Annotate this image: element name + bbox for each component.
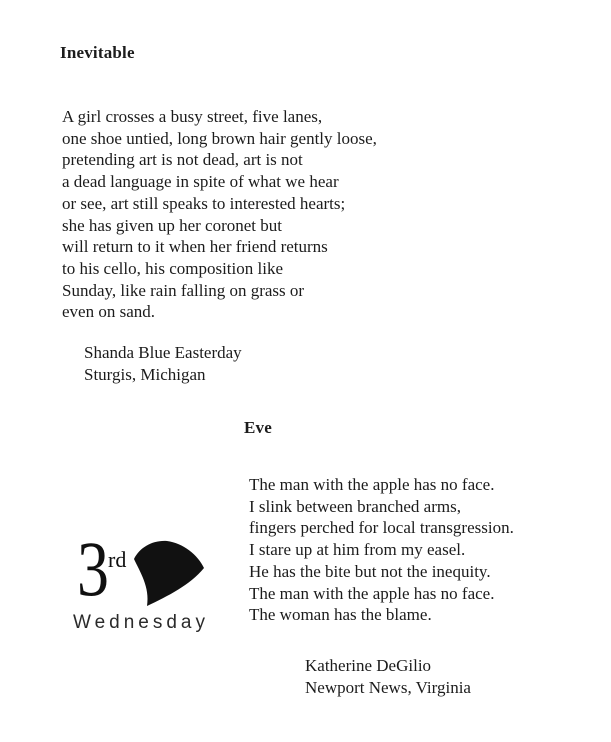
poem-line: The man with the apple has no face.: [249, 475, 495, 494]
author-name: Katherine DeGilio: [305, 656, 432, 675]
poem-line: she has given up her coronet but: [62, 215, 282, 235]
poem-body-eve: [249, 474, 514, 626]
poem-body-inevitable: [62, 106, 377, 323]
poem-line: even on sand.: [62, 302, 156, 322]
poem-line: to his cello, his composition like: [62, 258, 283, 278]
poem-attribution-inevitable: [84, 342, 242, 386]
poem-line: will return to it when her friend returns: [62, 237, 328, 257]
poem-title-eve: Eve: [244, 418, 272, 437]
poem-line: fingers perched for local transgression.: [249, 518, 514, 538]
logo-ordinal-rd: rd: [108, 547, 127, 572]
poem-line: pretending art is not dead, art is not: [62, 150, 303, 170]
poem-line: or see, art still speaks to interested hearts;: [62, 193, 346, 213]
poem-line: The woman has the blame.: [249, 605, 432, 625]
poem-line: a dead language in spite of what we hear: [62, 172, 339, 192]
poem-line: A girl crosses a busy street, five lanes,: [62, 107, 323, 126]
author-location: Sturgis, Michigan: [84, 365, 206, 384]
poem-title-inevitable: Inevitable: [60, 43, 135, 62]
logo-fin-icon: [127, 539, 205, 607]
author-name: Shanda Blue Easterday: [84, 343, 242, 362]
poem-line: I slink between branched arms,: [249, 496, 461, 516]
poem-attribution-eve: [305, 655, 471, 699]
logo-numeral-3: 3: [77, 525, 109, 612]
poem-line: I stare up at him from my easel.: [249, 540, 466, 560]
poem-line: The man with the apple has no face.: [249, 583, 495, 603]
logo-wordmark-wednesday: Wednesday: [73, 612, 209, 633]
poem-line: one shoe untied, long brown hair gently loose,: [62, 128, 377, 148]
author-location: Newport News, Virginia: [305, 678, 471, 697]
poem-line: Sunday, like rain falling on grass or: [62, 280, 305, 300]
poem-line: He has the bite but not the inequity.: [249, 561, 491, 581]
third-wednesday-logo: [73, 525, 213, 640]
